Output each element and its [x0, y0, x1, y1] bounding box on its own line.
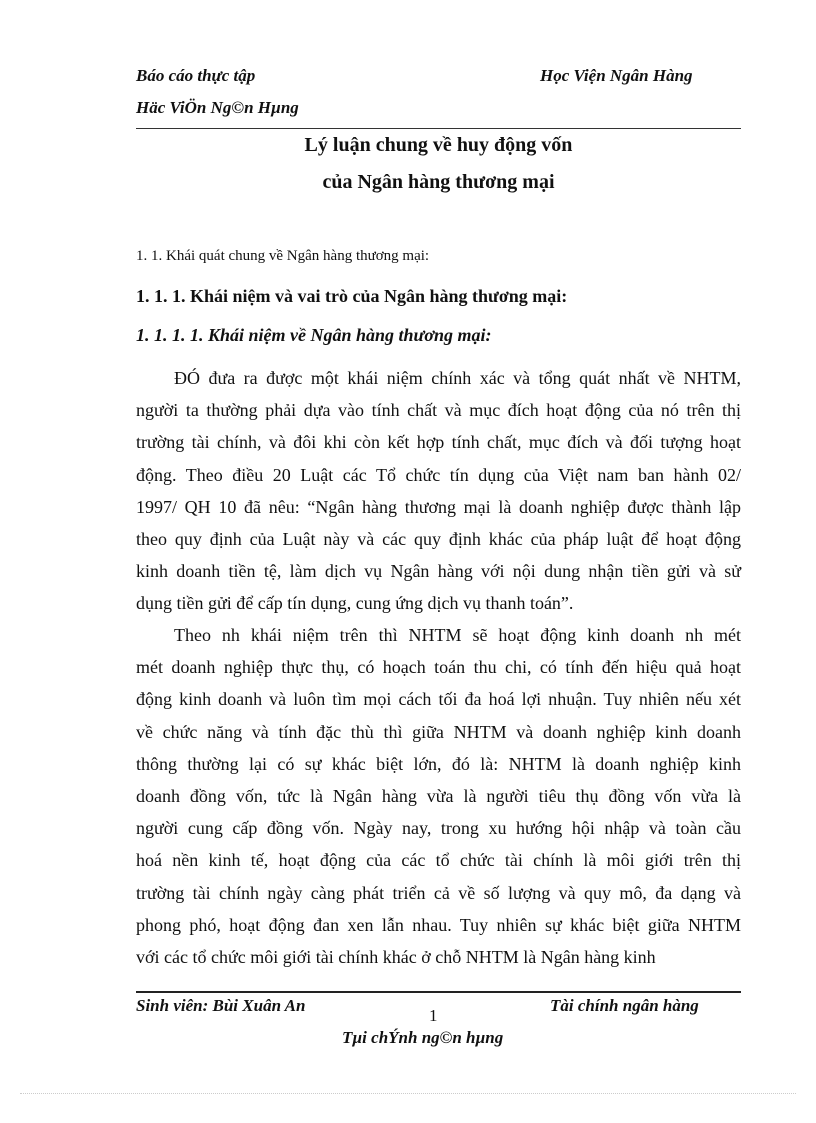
- paragraph-line: người ta thường phải dựa vào tính chất và mục đích hoạt động của nó trên thị: [136, 400, 741, 421]
- document-title-line1: Lý luận chung về huy động vốn: [304, 134, 573, 156]
- paragraph-line: kinh doanh tiền tệ, làm dịch vụ Ngân hàng với nội dung nhận tiền gửi và sử: [136, 561, 741, 582]
- header-rule: [136, 128, 741, 129]
- paragraph-line: dụng tiền gửi để cấp tín dụng, cung ứng dịch vụ thanh toán”.: [136, 593, 574, 614]
- paragraph-line: ĐÓ đưa ra được một khái niệm chính xác và tổng quát nhất về NHTM,: [174, 368, 741, 388]
- section-heading-1-1: 1. 1. Khái quát chung về Ngân hàng thương mại:: [136, 248, 430, 264]
- footer-rule: [136, 991, 741, 993]
- paragraph-comparison: [136, 619, 741, 973]
- paragraph-line: về chức năng và tính đặc thù thì giữa NHTM và doanh nghiệp kinh doanh: [136, 721, 741, 742]
- page-edge-divider: [20, 1093, 796, 1094]
- paragraph-line: hoá nền kinh tế, hoạt động của các tổ chức tài chính là môi giới trên thị: [136, 850, 741, 871]
- paragraph-definition: [136, 362, 741, 620]
- header-report-label: Báo cáo thực tập: [136, 66, 256, 85]
- paragraph-line: theo quy định của Luật này và các quy định khác của pháp luật để hoạt động: [136, 528, 741, 549]
- footer-garbled: Tµi chÝnh ng©n hµng: [342, 1028, 504, 1047]
- paragraph-line: doanh đồng vốn, tức là Ngân hàng vừa là người tiêu thụ đồng vốn vừa là: [136, 785, 741, 806]
- paragraph-line: trường tài chính, và đôi khi còn kết hợp tính chất, mục đích và đối tượng hoạt: [136, 432, 741, 453]
- paragraph-line: Theo nh khái niệm trên thì NHTM sẽ hoạt động kinh doanh nh mét: [174, 625, 741, 645]
- section-heading-1-1-1-1: 1. 1. 1. 1. Khái niệm về Ngân hàng thương mại:: [136, 325, 492, 345]
- footer-student: Sinh viên: Bùi Xuân An: [136, 996, 306, 1015]
- paragraph-line: động. Theo điều 20 Luật các Tổ chức tín dụng của Việt nam ban hành 02/: [136, 464, 741, 485]
- paragraph-line: trường tài chính ngày càng phát triển cả về số lượng và quy mô, đa dạng và: [136, 882, 741, 903]
- document-title-line2: của Ngân hàng thương mại: [322, 171, 555, 193]
- paragraph-line: người cung cấp đồng vốn. Ngày nay, trong xu hướng hội nhập và toàn cầu: [136, 818, 741, 839]
- paragraph-line: động kinh doanh và luôn tìm mọi cách tối đa hoá lợi nhuận. Tuy nhiên nếu xét: [136, 689, 741, 710]
- header-institution: Học Viện Ngân Hàng: [540, 66, 693, 85]
- paragraph-line: thông thường lại có sự khác biệt lớn, đó là: NHTM là doanh nghiệp kinh: [136, 753, 741, 774]
- paragraph-line: 1997/ QH 10 đã nêu: “Ngân hàng thương mại là doanh nghiệp được thành lập: [136, 496, 741, 517]
- page-number: 1: [429, 1006, 438, 1025]
- header-institution-garbled: Häc ViÖn Ng©n Hµng: [136, 98, 299, 117]
- footer-major: Tài chính ngân hàng: [550, 996, 699, 1015]
- paragraph-line: mét doanh nghiệp thực thụ, có hoạch toán thu chi, có tính đến hiệu quả hoạt: [136, 657, 741, 678]
- paragraph-line: với các tổ chức môi giới tài chính khác ở chỗ NHTM là Ngân hàng kinh: [136, 946, 656, 967]
- section-heading-1-1-1: 1. 1. 1. Khái niệm và vai trò của Ngân hàng thương mại:: [136, 286, 568, 306]
- paragraph-line: phong phó, hoạt động đan xen lẫn nhau. Tuy nhiên sự khác biệt giữa NHTM: [136, 914, 741, 935]
